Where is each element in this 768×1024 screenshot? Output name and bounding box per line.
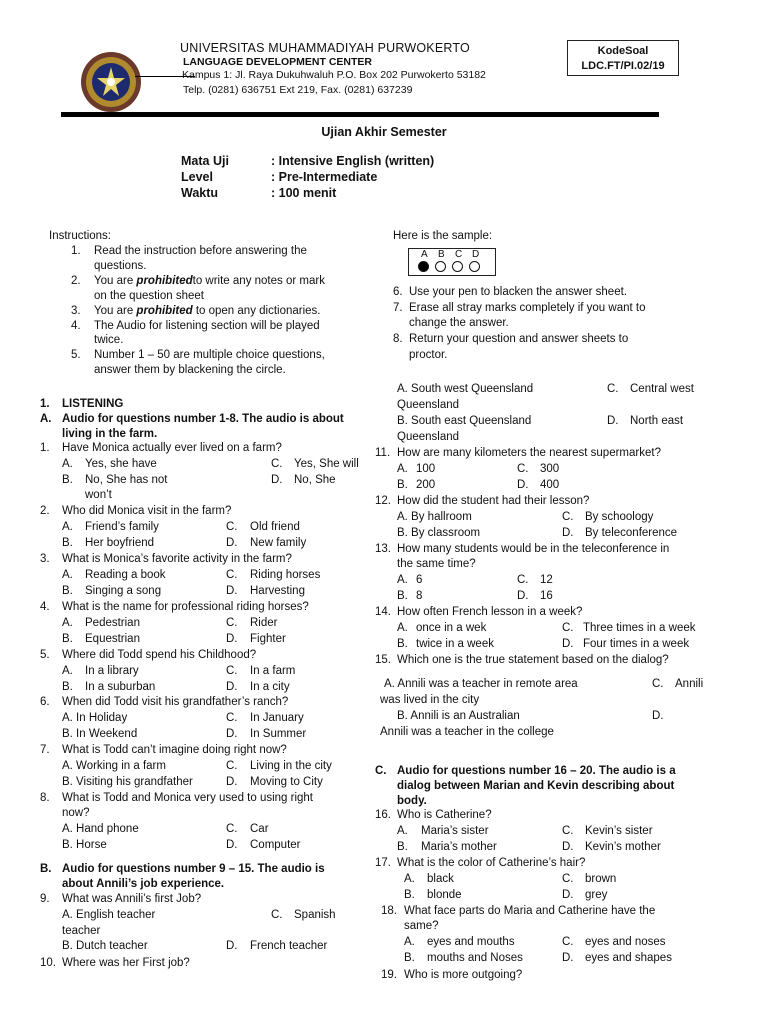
option-letter: D. <box>226 776 238 788</box>
option-text: Queensland <box>397 431 460 443</box>
option-letter: D. <box>226 633 238 645</box>
instruction-emphasis: prohibited <box>136 275 193 287</box>
option-text: Riding horses <box>250 569 321 581</box>
option-letter: D. <box>226 537 238 549</box>
code-value: LDC.FT/PI.02/19 <box>581 60 665 72</box>
option-letter: C. <box>517 574 529 586</box>
instruction-text <box>94 274 325 289</box>
option-letter: B. <box>62 585 73 597</box>
option-letter: C. <box>271 458 283 470</box>
option-letter: C. <box>271 909 283 921</box>
sample-letter: D <box>472 249 480 260</box>
option-letter: C. <box>226 760 238 772</box>
option-text: Three times in a week <box>583 622 696 634</box>
instructions-heading: Instructions: <box>49 230 111 242</box>
option-text: 100 <box>416 463 436 475</box>
sample-letter: B <box>438 249 445 260</box>
option-letter: A. <box>62 665 73 677</box>
option-text: A. Hand phone <box>62 823 139 835</box>
option-text: Old friend <box>250 521 300 533</box>
option-letter: B. <box>397 590 408 602</box>
option-text: North east <box>630 415 684 427</box>
instruction-post: to write any notes or mark <box>192 275 325 287</box>
instruction-num: 5. <box>71 349 81 361</box>
option-text: Maria’s mother <box>421 841 497 853</box>
option-letter: D. <box>226 839 238 851</box>
option-letter: C. <box>652 678 664 690</box>
question-text: What is Todd and Monica very used to using right <box>62 792 314 804</box>
option-letter: A. <box>397 622 408 634</box>
option-letter: D. <box>562 527 574 539</box>
option-letter: B. <box>404 952 415 964</box>
option-text: Pedestrian <box>85 617 140 629</box>
meta-key-subject: Mata Uji <box>181 154 229 168</box>
question-text: the same time? <box>397 558 476 570</box>
question-text: What face parts do Maria and Catherine have the <box>404 905 656 917</box>
option-letter: D. <box>226 940 238 952</box>
section-desc: Audio for questions number 1-8. The audio is about <box>62 413 344 425</box>
meta-key-level: Level <box>181 170 213 184</box>
option-letter: D. <box>562 841 574 853</box>
option-text: Her boyfriend <box>85 537 155 549</box>
option-letter: A. <box>62 569 73 581</box>
option-text: New family <box>250 537 307 549</box>
option-text: was lived in the city <box>380 694 480 706</box>
instruction-num: 7. <box>393 302 403 314</box>
header-divider <box>61 112 659 117</box>
option-text: eyes and shapes <box>585 952 672 964</box>
option-letter: A. <box>397 574 408 586</box>
center-name: LANGUAGE DEVELOPMENT CENTER <box>183 56 373 68</box>
option-text: Computer <box>250 839 301 851</box>
option-text: B. Horse <box>62 839 107 851</box>
university-logo <box>79 50 143 114</box>
code-box <box>567 40 679 76</box>
question-text: Who did Monica visit in the farm? <box>62 505 232 517</box>
option-text: A. In Holiday <box>62 712 128 724</box>
option-text: Annili <box>675 678 704 690</box>
option-letter: A. <box>404 873 415 885</box>
instruction-num: 3. <box>71 305 81 317</box>
instruction-text: Return your question and answer sheets to <box>409 333 629 345</box>
option-letter: D. <box>226 728 238 740</box>
option-letter: C. <box>562 511 574 523</box>
option-text: A. English teacher <box>62 909 156 921</box>
instruction-text: change the answer. <box>409 317 509 329</box>
option-text: Yes, she have <box>85 458 157 470</box>
option-letter: C. <box>562 873 574 885</box>
option-text: By schoology <box>585 511 654 523</box>
instruction-pre: You are <box>94 305 137 317</box>
question-num: 4. <box>40 601 50 613</box>
option-text: Queensland <box>397 399 460 411</box>
sample-circle-filled <box>418 261 429 272</box>
option-text: A. By hallroom <box>397 511 472 523</box>
option-text: 8 <box>416 590 423 602</box>
option-letter: C. <box>226 823 238 835</box>
instruction-text: The Audio for listening section will be played <box>94 320 320 332</box>
option-text: Car <box>250 823 269 835</box>
option-letter: C. <box>562 622 574 634</box>
instruction-num: 2. <box>71 275 81 287</box>
meta-value-level: : Pre-Intermediate <box>271 170 378 184</box>
code-label: KodeSoal <box>597 45 649 57</box>
option-text: twice in a week <box>416 638 494 650</box>
instruction-pre: You are <box>94 275 137 287</box>
option-letter: C. <box>562 936 574 948</box>
option-text: A. South west Queensland <box>397 383 534 395</box>
question-num: 18. <box>381 905 397 917</box>
option-text: French teacher <box>250 940 328 952</box>
sample-circle <box>469 261 480 272</box>
question-text: What is Todd can’t imagine doing right now? <box>62 744 287 756</box>
option-text: Equestrian <box>85 633 140 645</box>
option-letter: D. <box>562 638 574 650</box>
option-letter: B. <box>397 841 408 853</box>
university-name: UNIVERSITAS MUHAMMADIYAH PURWOKERTO <box>180 41 470 55</box>
option-letter: B. <box>62 633 73 645</box>
option-text: won’t <box>85 489 112 501</box>
section-num: B. <box>40 863 52 875</box>
section-desc: about Annili’s job experience. <box>62 878 225 890</box>
question-text: What is the name for professional riding horses? <box>62 601 309 613</box>
option-text: By teleconference <box>585 527 678 539</box>
option-text: 300 <box>540 463 560 475</box>
instruction-num: 8. <box>393 333 403 345</box>
option-text: eyes and noses <box>585 936 666 948</box>
option-letter: C. <box>517 463 529 475</box>
question-num: 17. <box>375 857 391 869</box>
option-letter: B. <box>397 479 408 491</box>
option-text: B. South east Queensland <box>397 415 532 427</box>
instruction-text: on the question sheet <box>94 290 204 302</box>
option-text: Friend’s family <box>85 521 159 533</box>
question-text: now? <box>62 807 90 819</box>
section-num: C. <box>375 765 387 777</box>
option-text: once in a wek <box>416 622 487 634</box>
option-letter: A. <box>397 825 408 837</box>
option-letter: C. <box>226 521 238 533</box>
option-text: B. By classroom <box>397 527 481 539</box>
question-text: Where did Todd spend his Childhood? <box>62 649 257 661</box>
option-text: A. Annili was a teacher in remote area <box>384 678 578 690</box>
option-text: 200 <box>416 479 436 491</box>
section-desc: dialog between Marian and Kevin describing about <box>397 780 675 792</box>
option-letter: A. <box>397 463 408 475</box>
question-text: What is Monica’s favorite activity in the farm? <box>62 553 292 565</box>
instruction-text: Erase all stray marks completely if you want to <box>409 302 646 314</box>
instruction-emphasis: prohibited <box>136 305 193 317</box>
option-text: 400 <box>540 479 560 491</box>
meta-value-time: : 100 menit <box>271 186 337 200</box>
section-title: LISTENING <box>62 398 124 410</box>
option-text: In a suburban <box>85 681 156 693</box>
option-text: Annili was a teacher in the college <box>380 726 554 738</box>
question-text: How often French lesson in a week? <box>397 606 583 618</box>
option-letter: D. <box>562 889 574 901</box>
sample-heading: Here is the sample: <box>393 230 493 242</box>
instruction-text <box>94 304 321 319</box>
option-text: No, She has not <box>85 474 168 486</box>
option-letter: B. <box>404 889 415 901</box>
question-num: 6. <box>40 696 50 708</box>
option-text: brown <box>585 873 617 885</box>
option-letter: C. <box>226 617 238 629</box>
option-text: Moving to City <box>250 776 323 788</box>
option-letter: B. <box>62 537 73 549</box>
option-text: B. Annili is an Australian <box>397 710 520 722</box>
option-text: Maria’s sister <box>421 825 489 837</box>
option-text: Singing a song <box>85 585 162 597</box>
question-text: Which one is the true statement based on the dialog? <box>397 654 669 666</box>
option-letter: A. <box>62 458 73 470</box>
option-text: 12 <box>540 574 553 586</box>
option-text: In a farm <box>250 665 296 677</box>
question-num: 13. <box>375 543 391 555</box>
section-num: A. <box>40 413 52 425</box>
instruction-text: twice. <box>94 334 124 346</box>
instruction-text: answer them by blackening the circle. <box>94 364 286 376</box>
question-num: 1. <box>40 442 50 454</box>
question-num: 14. <box>375 606 391 618</box>
option-letter: D. <box>226 585 238 597</box>
question-num: 2. <box>40 505 50 517</box>
question-num: 15. <box>375 654 391 666</box>
instruction-text: questions. <box>94 260 147 272</box>
option-text: In Summer <box>250 728 307 740</box>
option-letter: D. <box>226 681 238 693</box>
option-text: Rider <box>250 617 278 629</box>
option-text: blonde <box>427 889 462 901</box>
option-text: Spanish <box>294 909 336 921</box>
instruction-post: to open any dictionaries. <box>192 305 321 317</box>
option-text: teacher <box>62 925 101 937</box>
option-text: Four times in a week <box>583 638 690 650</box>
instruction-num: 4. <box>71 320 81 332</box>
option-text: Fighter <box>250 633 286 645</box>
question-text: Where was her First job? <box>62 957 190 969</box>
option-text: B. Visiting his grandfather <box>62 776 193 788</box>
option-letter: A. <box>404 936 415 948</box>
sample-box <box>408 248 496 276</box>
section-desc: Audio for questions number 16 – 20. The audio is a <box>397 765 676 777</box>
option-text: Yes, She will <box>294 458 359 470</box>
question-text: Who is Catherine? <box>397 809 492 821</box>
meta-value-subject: : Intensive English (written) <box>271 154 435 168</box>
section-num: 1. <box>40 398 50 410</box>
option-text: In a city <box>250 681 290 693</box>
option-letter: D. <box>271 474 283 486</box>
question-text: What is the color of Catherine’s hair? <box>397 857 586 869</box>
option-text: black <box>427 873 454 885</box>
question-num: 3. <box>40 553 50 565</box>
question-num: 7. <box>40 744 50 756</box>
option-text: grey <box>585 889 608 901</box>
option-text: Kevin’s sister <box>585 825 653 837</box>
option-letter: B. <box>62 474 73 486</box>
sample-letter: A <box>421 249 428 260</box>
question-text: When did Todd visit his grandfather’s ranch? <box>62 696 289 708</box>
option-letter: D. <box>652 710 664 722</box>
instruction-text: Use your pen to blacken the answer sheet. <box>409 286 627 298</box>
question-num: 8. <box>40 792 50 804</box>
question-num: 11. <box>375 447 391 459</box>
option-letter: A. <box>62 617 73 629</box>
question-text: How did the student had their lesson? <box>397 495 590 507</box>
question-num: 12. <box>375 495 391 507</box>
option-text: B. Dutch teacher <box>62 940 148 952</box>
instruction-text: Read the instruction before answering the <box>94 245 307 257</box>
option-text: Living in the city <box>250 760 332 772</box>
sample-letter: C <box>455 249 463 260</box>
option-text: No, She <box>294 474 336 486</box>
sample-circle <box>435 261 446 272</box>
option-text: Reading a book <box>85 569 166 581</box>
option-text: Harvesting <box>250 585 305 597</box>
question-num: 5. <box>40 649 50 661</box>
section-desc: Audio for questions number 9 – 15. The audio is <box>62 863 325 875</box>
phone: Telp. (0281) 636751 Ext 219, Fax. (0281) 637239 <box>183 84 413 96</box>
section-desc: living in the farm. <box>62 428 158 440</box>
option-text: B. In Weekend <box>62 728 138 740</box>
option-text: 16 <box>540 590 553 602</box>
question-num: 19. <box>381 969 397 981</box>
meta-key-time: Waktu <box>181 186 219 200</box>
option-text: 6 <box>416 574 423 586</box>
exam-title: Ujian Akhir Semester <box>321 125 447 139</box>
option-letter: B. <box>62 681 73 693</box>
option-letter: D. <box>562 952 574 964</box>
question-num: 16. <box>375 809 391 821</box>
option-text: mouths and Noses <box>427 952 523 964</box>
sample-circle <box>452 261 463 272</box>
address: Kampus 1: Jl. Raya Dukuhwaluh P.O. Box 202 Purwokerto 53182 <box>182 69 486 81</box>
question-text: Who is more outgoing? <box>404 969 523 981</box>
question-text: same? <box>404 920 439 932</box>
question-num: 10. <box>40 957 56 969</box>
question-text: What was Annili’s first Job? <box>62 893 202 905</box>
instruction-text: Number 1 – 50 are multiple choice questions, <box>94 349 325 361</box>
instruction-num: 6. <box>393 286 403 298</box>
option-text: eyes and mouths <box>427 936 515 948</box>
option-letter: C. <box>562 825 574 837</box>
question-num: 9. <box>40 893 50 905</box>
instruction-text: proctor. <box>409 349 448 361</box>
option-letter: C. <box>607 383 619 395</box>
option-letter: C. <box>226 569 238 581</box>
option-letter: D. <box>607 415 619 427</box>
question-text: How many students would be in the teleconference in <box>397 543 670 555</box>
question-text: How are many kilometers the nearest supermarket? <box>397 447 661 459</box>
option-letter: B. <box>397 638 408 650</box>
option-text: Kevin’s mother <box>585 841 661 853</box>
option-letter: C. <box>226 712 238 724</box>
option-letter: D. <box>517 479 529 491</box>
question-text: Have Monica actually ever lived on a farm? <box>62 442 282 454</box>
option-letter: D. <box>517 590 529 602</box>
section-desc: body. <box>397 795 427 807</box>
option-letter: C. <box>226 665 238 677</box>
option-letter: A. <box>62 521 73 533</box>
option-text: Central west <box>630 383 694 395</box>
option-text: A. Working in a farm <box>62 760 166 772</box>
instruction-num: 1. <box>71 245 81 257</box>
option-text: In January <box>250 712 304 724</box>
option-text: In a library <box>85 665 139 677</box>
